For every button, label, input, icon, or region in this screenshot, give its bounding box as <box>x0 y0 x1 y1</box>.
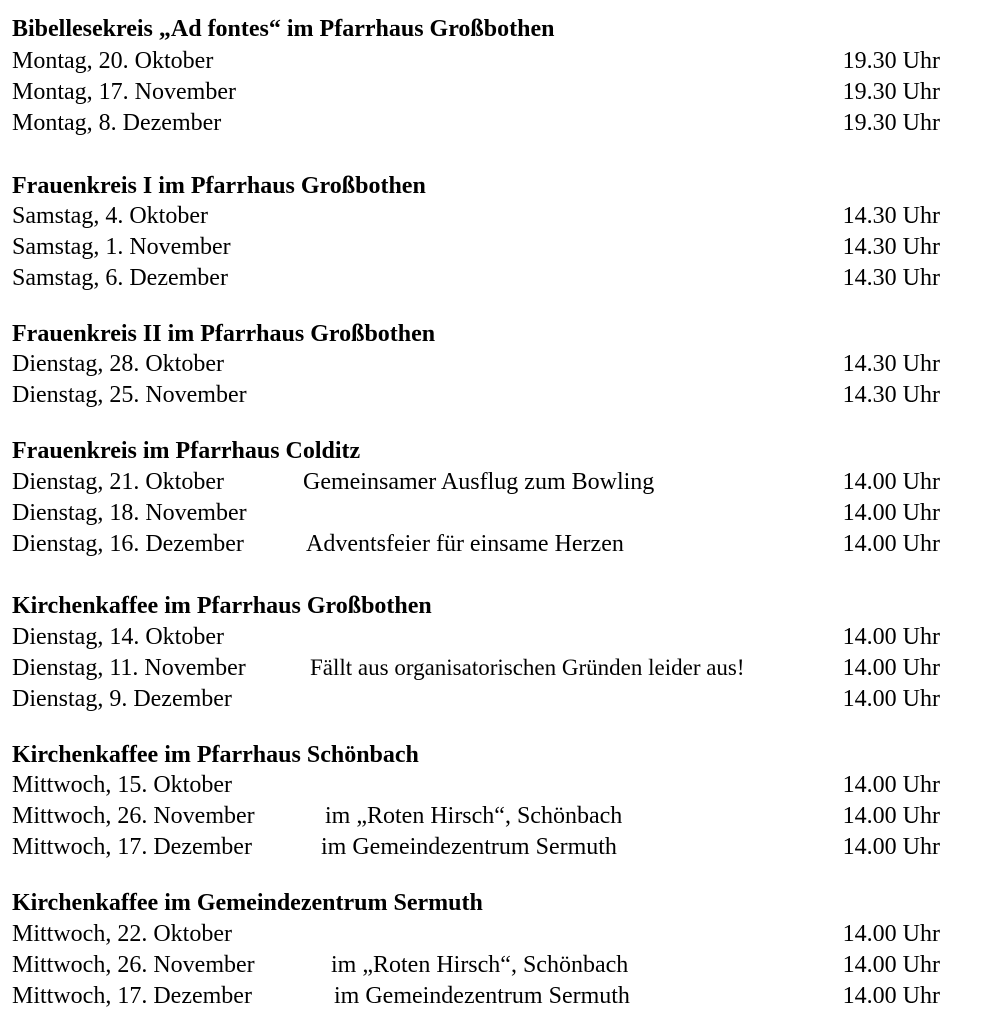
schedule-row <box>0 232 982 262</box>
event-time: 19.30 Uhr <box>842 79 940 105</box>
schedule-row <box>0 263 982 293</box>
event-note: im „Roten Hirsch“, Schönbach <box>331 952 629 978</box>
schedule-row <box>0 349 982 379</box>
event-time: 14.00 Uhr <box>842 469 940 495</box>
event-date: Mittwoch, 26. November <box>12 952 255 978</box>
event-date: Dienstag, 18. November <box>12 500 247 526</box>
schedule-row <box>0 770 982 800</box>
event-time: 14.00 Uhr <box>842 952 940 978</box>
event-time: 14.30 Uhr <box>842 203 940 229</box>
schedule-row <box>0 46 982 76</box>
event-time: 14.30 Uhr <box>842 382 940 408</box>
event-date: Montag, 17. November <box>12 79 236 105</box>
event-time: 14.00 Uhr <box>842 624 940 650</box>
event-time: 14.30 Uhr <box>842 265 940 291</box>
event-date: Dienstag, 9. Dezember <box>12 686 232 712</box>
schedule-row <box>0 77 982 107</box>
event-date: Dienstag, 16. Dezember <box>12 531 244 557</box>
event-time: 14.00 Uhr <box>842 655 940 681</box>
event-date: Samstag, 1. November <box>12 234 231 260</box>
schedule-row <box>0 950 982 980</box>
event-date: Dienstag, 21. Oktober <box>12 469 224 495</box>
event-date: Dienstag, 25. November <box>12 382 247 408</box>
event-date: Mittwoch, 17. Dezember <box>12 834 252 860</box>
event-date: Dienstag, 28. Oktober <box>12 351 224 377</box>
event-note: im „Roten Hirsch“, Schönbach <box>325 803 623 829</box>
event-date: Montag, 20. Oktober <box>12 48 214 74</box>
event-date: Montag, 8. Dezember <box>12 110 222 136</box>
event-time: 14.00 Uhr <box>842 772 940 798</box>
event-note: Fällt aus organisatorischen Gründen leider aus! <box>310 655 745 680</box>
section-title: Frauenkreis I im Pfarrhaus Großbothen <box>12 173 426 199</box>
event-time: 19.30 Uhr <box>842 110 940 136</box>
schedule-row <box>0 801 982 831</box>
event-date: Dienstag, 14. Oktober <box>12 624 224 650</box>
event-time: 14.00 Uhr <box>842 921 940 947</box>
event-time: 19.30 Uhr <box>842 48 940 74</box>
schedule-row <box>0 380 982 410</box>
event-date: Dienstag, 11. November <box>12 655 246 681</box>
schedule-row <box>0 467 982 497</box>
schedule-row <box>0 201 982 231</box>
event-time: 14.00 Uhr <box>842 803 940 829</box>
event-time: 14.00 Uhr <box>842 531 940 557</box>
schedule-row <box>0 653 982 683</box>
section-title: Kirchenkaffee im Pfarrhaus Großbothen <box>12 593 432 619</box>
event-date: Samstag, 6. Dezember <box>12 265 228 291</box>
section-title: Kirchenkaffee im Gemeindezentrum Sermuth <box>12 890 483 916</box>
schedule-row <box>0 108 982 138</box>
event-time: 14.00 Uhr <box>842 686 940 712</box>
event-note: im Gemeindezentrum Sermuth <box>321 834 617 860</box>
schedule-row <box>0 832 982 862</box>
section-title: Frauenkreis II im Pfarrhaus Großbothen <box>12 321 436 347</box>
schedule-row <box>0 981 982 1011</box>
event-date: Mittwoch, 26. November <box>12 803 255 829</box>
schedule-row <box>0 529 982 559</box>
event-date: Mittwoch, 17. Dezember <box>12 983 252 1009</box>
section-title: Bibellesekreis „Ad fontes“ im Pfarrhaus Großbothen <box>12 16 555 42</box>
section-title: Kirchenkaffee im Pfarrhaus Schönbach <box>12 742 419 768</box>
event-time: 14.30 Uhr <box>842 234 940 260</box>
event-note: Adventsfeier für einsame Herzen <box>306 531 624 557</box>
event-time: 14.00 Uhr <box>842 983 940 1009</box>
event-note: Gemeinsamer Ausflug zum Bowling <box>303 469 655 495</box>
schedule-row <box>0 498 982 528</box>
schedule-row <box>0 622 982 652</box>
event-time: 14.00 Uhr <box>842 834 940 860</box>
section-title: Frauenkreis im Pfarrhaus Colditz <box>12 438 361 464</box>
schedule-row <box>0 684 982 714</box>
event-time: 14.30 Uhr <box>842 351 940 377</box>
event-note: im Gemeindezentrum Sermuth <box>334 983 630 1009</box>
event-time: 14.00 Uhr <box>842 500 940 526</box>
event-date: Mittwoch, 22. Oktober <box>12 921 232 947</box>
schedule-row <box>0 919 982 949</box>
event-date: Mittwoch, 15. Oktober <box>12 772 232 798</box>
event-date: Samstag, 4. Oktober <box>12 203 208 229</box>
